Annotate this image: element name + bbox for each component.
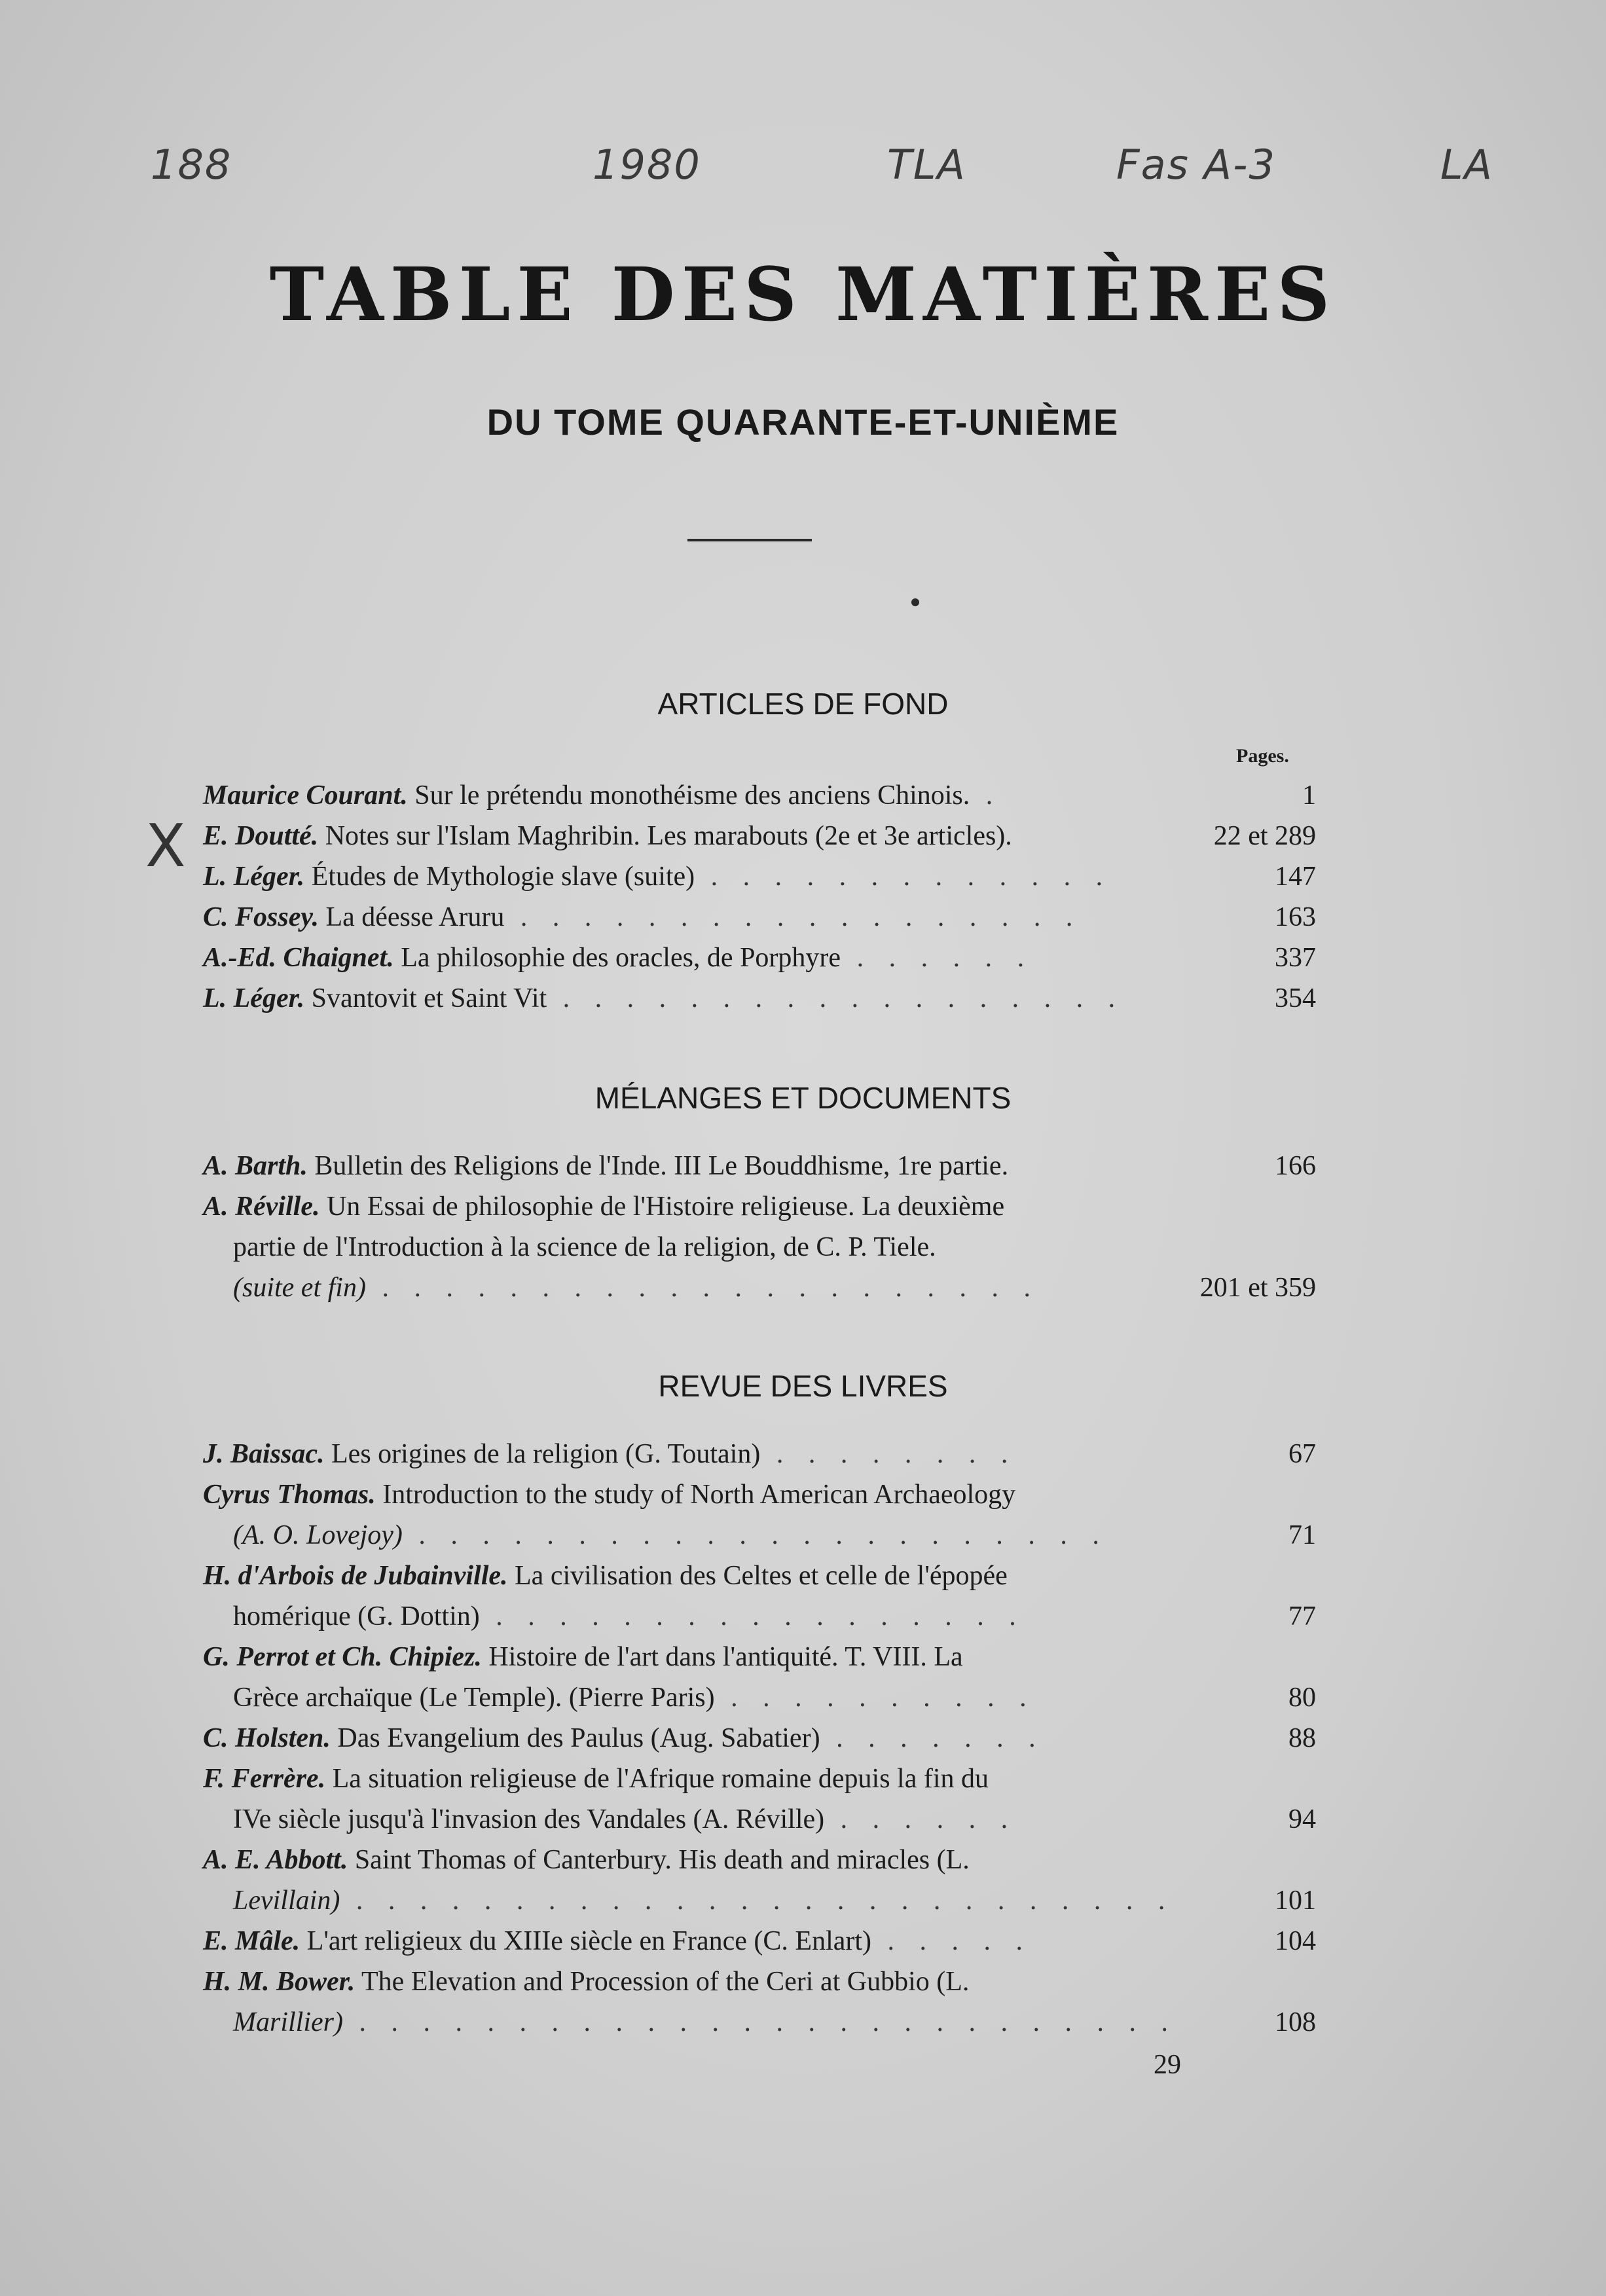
entry-title: Un Essai de philosophie de l'Histoire religieuse. La deuxième <box>326 1192 1005 1222</box>
ornament-dot <box>911 598 919 606</box>
entry-title: Notes sur l'Islam Maghribin. Les marabouts (2e et 3e articles). <box>325 821 1012 851</box>
entry-title: Svantovit et Saint Vit <box>311 983 547 1013</box>
entry-page: 104 <box>1275 1926 1316 1956</box>
entry-title-continued: (A. O. Lovejoy) <box>233 1520 403 1550</box>
entry-title: La philosophie des oracles, de Porphyre <box>401 943 841 973</box>
dot-leader: . . . . . . . <box>820 1723 1045 1753</box>
entry-page: 71 <box>1288 1520 1316 1550</box>
entry-author: Cyrus Thomas. <box>203 1480 376 1510</box>
dot-leader: . . . . . . . . . . . . . . . . . <box>479 1601 1025 1631</box>
entry-page: 108 <box>1275 2007 1316 2037</box>
entry-author: H. M. Bower. <box>203 1967 356 1997</box>
entry-author: L. Léger. <box>203 983 305 1013</box>
pages-column-label: Pages. <box>1236 745 1289 767</box>
entry-title: L'art religieux du XIIIe siècle en France (C. Enlart) <box>306 1926 872 1956</box>
entry-title: La civilisation des Celtes et celle de l'épopée <box>515 1561 1008 1591</box>
page-title: TABLE DES MATIÈRES <box>269 252 1337 338</box>
entry-page: 201 et 359 <box>1199 1273 1316 1303</box>
entry-title-continued: IVe siècle jusqu'à l'invasion des Vandales (A. Réville) <box>233 1804 825 1834</box>
handwritten-note: TLA <box>887 141 966 189</box>
divider <box>687 539 812 541</box>
handwritten-note: LA <box>1440 141 1493 189</box>
dot-leader: . . . . . . . . . . . . . . . . . . . . . . . . . . <box>342 2007 1177 2037</box>
entry-author: A.-Ed. Chaignet. <box>203 943 394 973</box>
entry-author: A. Réville. <box>203 1192 320 1222</box>
entry-title-continued: Marillier) <box>233 2007 343 2037</box>
entry-page: 77 <box>1288 1601 1316 1631</box>
dot-leader: . . . . . . . . . . . . . <box>695 862 1112 892</box>
entry-title-continued: Levillain) <box>233 1886 340 1916</box>
entry-title: The Elevation and Procession of the Ceri at Gubbio (L. <box>361 1967 970 1997</box>
entry-title-continued: Grèce archaïque (Le Temple). (Pierre Paris) <box>233 1683 715 1713</box>
section-heading-revue: REVUE DES LIVRES <box>658 1369 948 1403</box>
toc-entry <box>203 1434 1316 2043</box>
page-number: 29 <box>1154 2050 1181 2080</box>
dot-leader: . . . . . . <box>824 1804 1017 1834</box>
entry-page: 80 <box>1288 1683 1316 1713</box>
entry-title: Sur le prétendu monothéisme des anciens Chinois. <box>414 780 970 811</box>
entry-page: 22 et 289 <box>1213 821 1316 851</box>
entry-title: Les origines de la religion (G. Toutain) <box>331 1439 761 1469</box>
entry-author: H. d'Arbois de Jubainville. <box>203 1561 508 1591</box>
entry-author: Maurice Courant. <box>203 780 408 811</box>
entry-title: Bulletin des Religions de l'Inde. III Le Bouddhisme, 1re partie. <box>314 1151 1009 1181</box>
entry-author: G. Perrot et Ch. Chipiez. <box>203 1642 482 1672</box>
handwritten-note: 1980 <box>593 141 701 189</box>
entry-author: C. Holsten. <box>203 1723 331 1753</box>
entry-page: 88 <box>1288 1723 1316 1753</box>
entry-author: E. Mâle. <box>203 1926 301 1956</box>
dot-leader: . . . . . . <box>841 943 1034 973</box>
handwritten-note: Fas A-3 <box>1116 141 1276 189</box>
dot-leader: . . . . . <box>871 1926 1032 1956</box>
entry-author: F. Ferrère. <box>203 1764 326 1794</box>
entry-page: 94 <box>1288 1804 1316 1834</box>
entry-title: La déesse Aruru <box>325 902 505 932</box>
entry-page: 147 <box>1275 862 1316 892</box>
entry-page: 337 <box>1275 943 1316 973</box>
entry-title-continued: (suite et fin) <box>233 1273 366 1303</box>
dot-leader: . . . . . . . . . . . . . . . . . . <box>547 983 1125 1013</box>
entry-page: 67 <box>1288 1439 1316 1469</box>
entry-author: A. Barth. <box>203 1151 308 1181</box>
entry-author: C. Fossey. <box>203 902 319 932</box>
dot-leader: . . . . . . . . . . . . . . . . . . . . . <box>365 1273 1040 1303</box>
dot-leader: . . . . . . . . . . . . . . . . . . <box>504 902 1082 932</box>
entry-title: Saint Thomas of Canterbury. His death and miracles (L. <box>354 1845 970 1875</box>
handwritten-note: 188 <box>151 141 232 189</box>
section-heading-melanges: MÉLANGES ET DOCUMENTS <box>594 1081 1012 1115</box>
entry-author: E. Doutté. <box>203 821 319 851</box>
entry-title: La situation religieuse de l'Afrique romaine depuis la fin du <box>332 1764 989 1794</box>
entry-author: A. E. Abbott. <box>203 1845 348 1875</box>
toc-entry <box>203 775 1316 1019</box>
entry-author: L. Léger. <box>203 862 305 892</box>
entry-title: Das Evangelium des Paulus (Aug. Sabatier) <box>337 1723 820 1753</box>
entry-page: 1 <box>1302 780 1316 811</box>
margin-check-mark: X <box>145 812 186 881</box>
entry-title-continued: homérique (G. Dottin) <box>233 1601 480 1631</box>
dot-leader: . . . . . . . . . . . . . . . . . . . . . . <box>402 1520 1108 1550</box>
entry-title-continued: partie de l'Introduction à la science de la religion, de C. P. Tiele. <box>233 1232 936 1262</box>
entry-title: Études de Mythologie slave (suite) <box>311 862 695 892</box>
dot-leader: . . . . . . . . <box>760 1439 1017 1469</box>
entry-page: 101 <box>1275 1886 1316 1916</box>
entry-author: J. Baissac. <box>203 1439 325 1469</box>
dot-leader: . <box>970 780 1002 811</box>
entry-page: 163 <box>1275 902 1316 932</box>
dot-leader: . . . . . . . . . . . . . . . . . . . . . . . . . . <box>340 1886 1175 1916</box>
dot-leader: . . . . . . . . . . <box>714 1683 1036 1713</box>
entry-page: 166 <box>1275 1151 1316 1181</box>
entry-title: Histoire de l'art dans l'antiquité. T. VIII. La <box>488 1642 963 1672</box>
entry-page: 354 <box>1275 983 1316 1013</box>
section-heading-articles: ARTICLES DE FOND <box>657 687 949 721</box>
entry-title: Introduction to the study of North American Archaeology <box>382 1480 1016 1510</box>
page-subtitle: DU TOME QUARANTE-ET-UNIÈME <box>486 401 1120 443</box>
toc-entry <box>203 1146 1316 1308</box>
